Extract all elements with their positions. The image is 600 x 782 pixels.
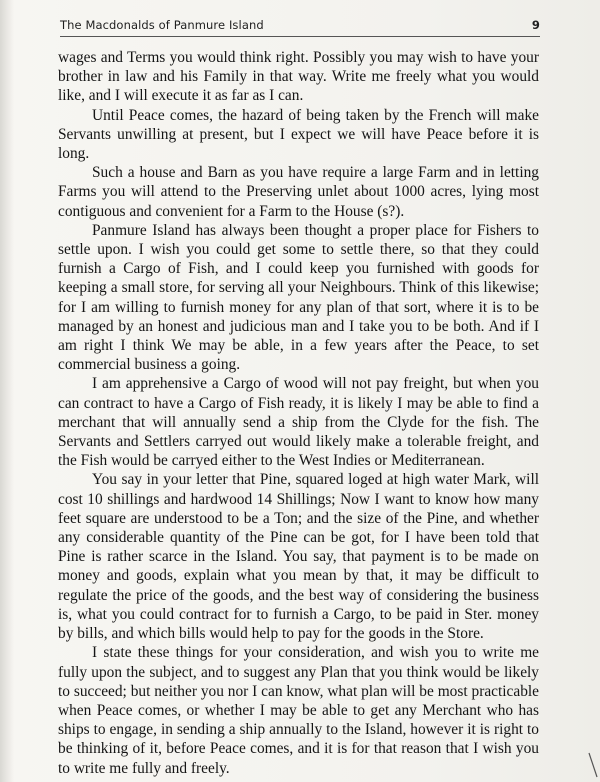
- paragraph-4: Panmure Island has always been thought a proper place for Fishers to settle upon. I wish you could get some to settle there, so that they could furnish a Cargo of Fish, and I could keep you furnished with goods for keeping a small store, for serving all your Neighbours. Think of this likewise; for I am willing to furnish money for any plan of that sort, where it is to be managed by an honest and judicious man and I take you to be both. And if I am right I think We may be able, in a few years after the Peace, to set commercial business a going.: [58, 221, 539, 374]
- header-rule: [60, 36, 540, 37]
- paragraph-7: I state these things for your consideration, and wish you to write me fully upon the subject, and to suggest any Plan that you think would be likely to succeed; but neither you nor I can know, what plan will be most practicable when Peace comes, or whether I may be able to get any Merchant who has ships to engage, in sending a ship annually to the Island, however it is right to be thinking of it, before Peace comes, and it is for that reason that I wish you to write me fully and freely.: [58, 644, 539, 777]
- running-header-title: The Macdonalds of Panmure Island: [60, 18, 264, 32]
- running-header: [60, 18, 540, 36]
- page-number: 9: [531, 18, 540, 32]
- paragraph-3: Such a house and Barn as you have require a large Farm and in letting Farms you will attend to the Preserving unlet about 1000 acres, lying most contiguous and convenient for a Farm to the House (s?).: [58, 164, 539, 220]
- page-gutter-shadow: [0, 0, 14, 782]
- paragraph-5: I am apprehensive a Cargo of wood will not pay freight, but when you can contract to have a Cargo of Fish ready, it is likely I may be able to find a merchant that will annually send a ship from the Clyde for the fish. The Servants and Settlers carryed out would likely make a tolerable freight, and the Fish would be carryed either to the West Indies or Mediterranean.: [58, 375, 539, 470]
- page-fold-mark: [588, 752, 598, 778]
- paragraph-6: You say in your letter that Pine, squared loged at high water Mark, will cost 10 shillings and hardwood 14 Shillings; Now I want to know how many feet square are understood to be a Ton; and the size of the Pine, and whether any considerable quantity of the Pine can be got, for I have been told that Pine is rather scarce in the Island. You say, that payment is to be made on money and goods, explain what you mean by that, it may be difficult to regulate the price of the goods, and the best way of considering the business is, what you could contract for to furnish a Cargo, to be paid in Ster. money by bills, and which bills would help to pay for the goods in the Store.: [58, 471, 539, 643]
- paragraph-2: Until Peace comes, the hazard of being taken by the French will make Servants unwilling at present, but I expect we will have Peace before it is long.: [58, 106, 539, 163]
- body-text: [58, 48, 539, 778]
- paragraph-1: wages and Terms you would think right. Possibly you may wish to have your brother in law and his Family in that way. Write me freely what you would like, and I will execute it as far as I can.: [58, 49, 539, 105]
